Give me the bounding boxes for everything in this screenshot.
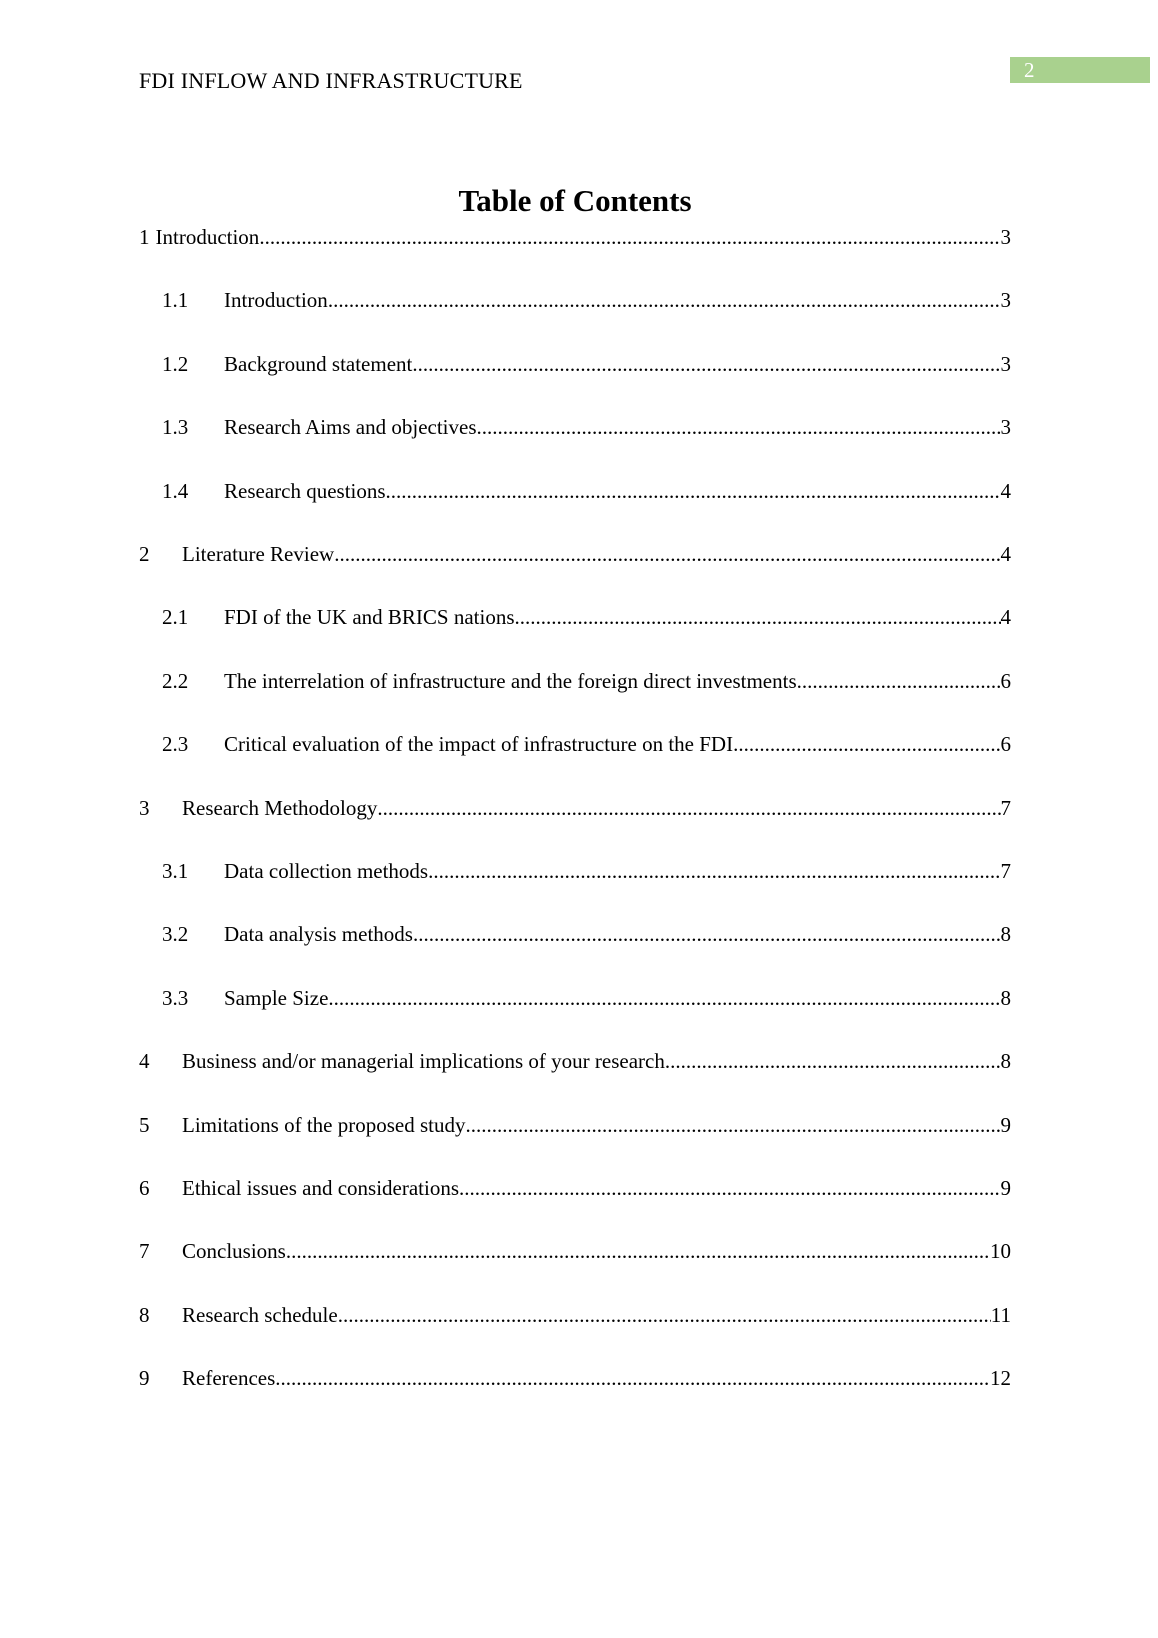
toc-dot-leader <box>338 1300 991 1330</box>
toc-entry-page-number: 7 <box>1000 795 1011 820</box>
toc-entry-title: Research Methodology <box>182 795 378 820</box>
toc-entry[interactable] <box>139 1173 1011 1203</box>
toc-dot-leader <box>477 412 1001 442</box>
toc-entry-page-number: 8 <box>1000 1049 1011 1074</box>
toc-entry-number: 3.3 <box>162 985 189 1010</box>
toc-entry-number: 2.3 <box>162 732 189 757</box>
toc-dot-leader <box>428 856 1000 886</box>
toc-entry[interactable] <box>162 602 1011 632</box>
toc-entry-page-number: 3 <box>1000 225 1011 249</box>
toc-entry-title: Data analysis methods <box>224 922 413 947</box>
toc-dot-leader <box>412 349 1000 379</box>
toc-entry-title: Research questions <box>224 478 386 503</box>
toc-entry-number: 9 <box>139 1366 150 1391</box>
toc-entry-page-number: 6 <box>1000 668 1011 693</box>
toc-entry-page-number: 8 <box>1000 985 1011 1010</box>
toc-dot-leader <box>334 539 1000 569</box>
toc-entry-title: Background statement <box>224 351 413 376</box>
page-number: 2 <box>1024 58 1035 82</box>
toc-entry-title: References <box>182 1366 276 1391</box>
toc-entry[interactable] <box>162 285 1011 315</box>
toc-entry[interactable] <box>139 1300 1011 1330</box>
toc-entry-number: 2.1 <box>162 605 189 630</box>
toc-entry-page-number: 12 <box>990 1366 1011 1391</box>
toc-entry[interactable] <box>162 349 1011 379</box>
toc-entry-page-number: 9 <box>1000 1176 1011 1200</box>
toc-entry-page-number: 8 <box>1000 922 1011 947</box>
toc-entry[interactable] <box>139 1236 1011 1266</box>
toc-heading: Table of Contents <box>458 183 692 218</box>
toc-dot-leader <box>286 1236 990 1266</box>
toc-entry-number: 2.2 <box>162 668 189 693</box>
toc-entry-page-number: 7 <box>1000 859 1011 883</box>
toc-entry-page-number: 10 <box>990 1239 1011 1264</box>
toc-entry-number: 8 <box>139 1302 150 1327</box>
toc-dot-leader <box>328 983 1000 1013</box>
toc-entry-page-number: 3 <box>1000 351 1011 376</box>
toc-entry-number: 1.4 <box>162 478 189 503</box>
toc-entry[interactable] <box>162 919 1011 949</box>
toc-entry-title: Critical evaluation of the impact of infrastructure on the FDI <box>224 732 734 757</box>
toc-entry-title: Data collection methods <box>224 859 429 883</box>
toc-entry-number: 3 <box>139 795 150 820</box>
toc-dot-leader <box>665 1046 1001 1076</box>
toc-entry[interactable] <box>139 1046 1011 1076</box>
toc-entry-number: 3.1 <box>162 859 189 883</box>
toc-entry-page-number: 9 <box>1000 1112 1011 1137</box>
toc-dot-leader <box>377 793 1000 823</box>
toc-entry-title: Research schedule <box>182 1302 338 1327</box>
toc-entry[interactable] <box>162 476 1011 506</box>
toc-entry-title: Business and/or managerial implications of your research <box>182 1049 665 1074</box>
toc-entry-title: Literature Review <box>182 542 335 566</box>
toc-dot-leader <box>459 1173 1000 1203</box>
toc-dot-leader <box>797 666 1001 696</box>
toc-entry-number: 4 <box>139 1049 150 1074</box>
toc-entry-number: 1 <box>139 225 150 249</box>
toc-dot-leader <box>275 1363 990 1393</box>
toc-dot-leader <box>386 476 1001 506</box>
toc-entry-title: Limitations of the proposed study <box>182 1112 466 1137</box>
toc-dot-leader <box>328 285 1001 315</box>
toc-entry[interactable] <box>139 222 1011 252</box>
toc-entry-page-number: 4 <box>1000 542 1011 566</box>
toc-entry-page-number: 3 <box>1000 415 1011 440</box>
toc-entry[interactable] <box>162 729 1011 759</box>
toc-dot-leader <box>413 919 1001 949</box>
toc-entry-number: 1.3 <box>162 415 189 440</box>
toc-entry-title: Ethical issues and considerations <box>182 1176 460 1200</box>
running-header-title: FDI INFLOW AND INFRASTRUCTURE <box>139 68 523 93</box>
toc-entry[interactable] <box>162 412 1011 442</box>
toc-entry-number: 3.2 <box>162 922 189 947</box>
toc-entry-number: 1.1 <box>162 288 189 313</box>
toc-entry-number: 2 <box>139 542 150 566</box>
toc-entry[interactable] <box>139 793 1011 823</box>
toc-entry-title: Introduction <box>224 288 328 313</box>
toc-entry[interactable] <box>139 1363 1011 1393</box>
toc-entry[interactable] <box>139 1110 1011 1140</box>
toc-entry-number: 1.2 <box>162 351 189 376</box>
toc-entry[interactable] <box>139 539 1011 569</box>
toc-entry-title: Introduction <box>155 225 260 249</box>
toc-entry-number: 5 <box>139 1112 150 1137</box>
toc-entry-page-number: 4 <box>1000 478 1011 503</box>
toc-entry[interactable] <box>162 666 1011 696</box>
toc-entry[interactable] <box>162 983 1011 1013</box>
toc-entry-number: 6 <box>139 1176 150 1200</box>
toc-entry-title: Research Aims and objectives <box>224 415 477 440</box>
toc-entry-page-number: 4 <box>1000 605 1011 630</box>
toc-entry-title: FDI of the UK and BRICS nations <box>224 605 515 630</box>
toc-entry-number: 7 <box>139 1239 150 1264</box>
toc-dot-leader <box>465 1110 1000 1140</box>
toc-dot-leader <box>515 602 1001 632</box>
toc-dot-leader <box>733 729 1000 759</box>
page-number-badge <box>1010 57 1150 83</box>
toc-entry[interactable] <box>162 856 1011 886</box>
toc-entry-title: Conclusions <box>182 1239 286 1264</box>
toc-entry-title: Sample Size <box>224 985 329 1010</box>
toc-entry-page-number: 6 <box>1000 732 1011 757</box>
toc-entry-page-number: 11 <box>990 1302 1011 1327</box>
toc-entry-title: The interrelation of infrastructure and the foreign direct investments <box>224 668 797 693</box>
toc-entry-page-number: 3 <box>1000 288 1011 313</box>
toc-dot-leader <box>259 222 1000 252</box>
